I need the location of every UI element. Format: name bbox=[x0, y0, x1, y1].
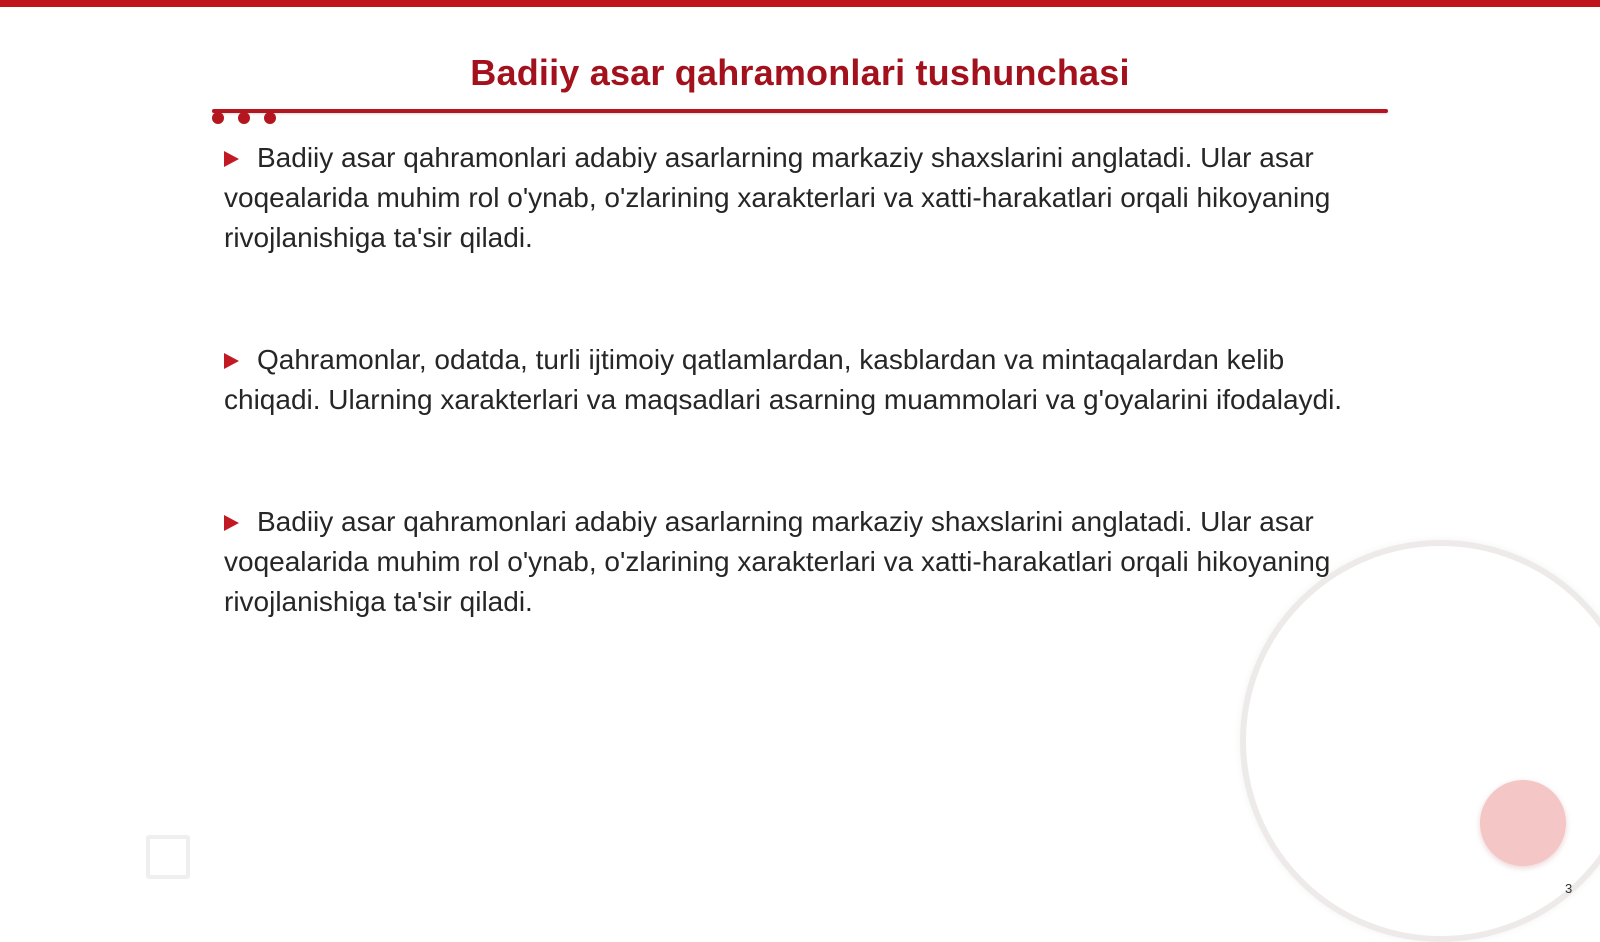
bullet-text: Badiiy asar qahramonlari adabiy asarlarning markaziy shaxslarini anglatadi. Ular asar voqealarida muhim rol o'ynab, o'zlarining xarakterlari va xatti-harakatlari orqali hikoyaning rivojlanishiga ta'sir qiladi. bbox=[224, 506, 1331, 617]
triangle-right-icon bbox=[224, 151, 239, 167]
triangle-right-icon bbox=[224, 353, 239, 369]
bullet-item bbox=[224, 502, 1384, 622]
triangle-right-icon bbox=[224, 515, 239, 531]
decorative-circle-pink bbox=[1480, 780, 1566, 866]
bullet-item bbox=[224, 340, 1384, 420]
slide-title: Badiiy asar qahramonlari tushunchasi bbox=[470, 52, 1130, 93]
slide-number: 3 bbox=[1565, 881, 1573, 896]
decorative-dot bbox=[212, 112, 224, 124]
top-accent-bar bbox=[0, 0, 1600, 7]
decorative-dot bbox=[238, 112, 250, 124]
title-underline bbox=[212, 109, 1388, 113]
bullet-item bbox=[224, 138, 1384, 258]
decorative-dot bbox=[264, 112, 276, 124]
bullet-text: Qahramonlar, odatda, turli ijtimoiy qatlamlardan, kasblardan va mintaqalardan kelib chiqadi. Ularning xarakterlari va maqsadlari asarning muammolari va g'oyalarini ifodalaydi. bbox=[224, 344, 1343, 415]
bullet-list bbox=[224, 138, 1384, 704]
bullet-text: Badiiy asar qahramonlari adabiy asarlarning markaziy shaxslarini anglatadi. Ular asar voqealarida muhim rol o'ynab, o'zlarining xarakterlari va xatti-harakatlari orqali hikoyaning rivojlanishiga ta'sir qiladi. bbox=[224, 142, 1331, 253]
decorative-square-outline bbox=[146, 835, 190, 879]
